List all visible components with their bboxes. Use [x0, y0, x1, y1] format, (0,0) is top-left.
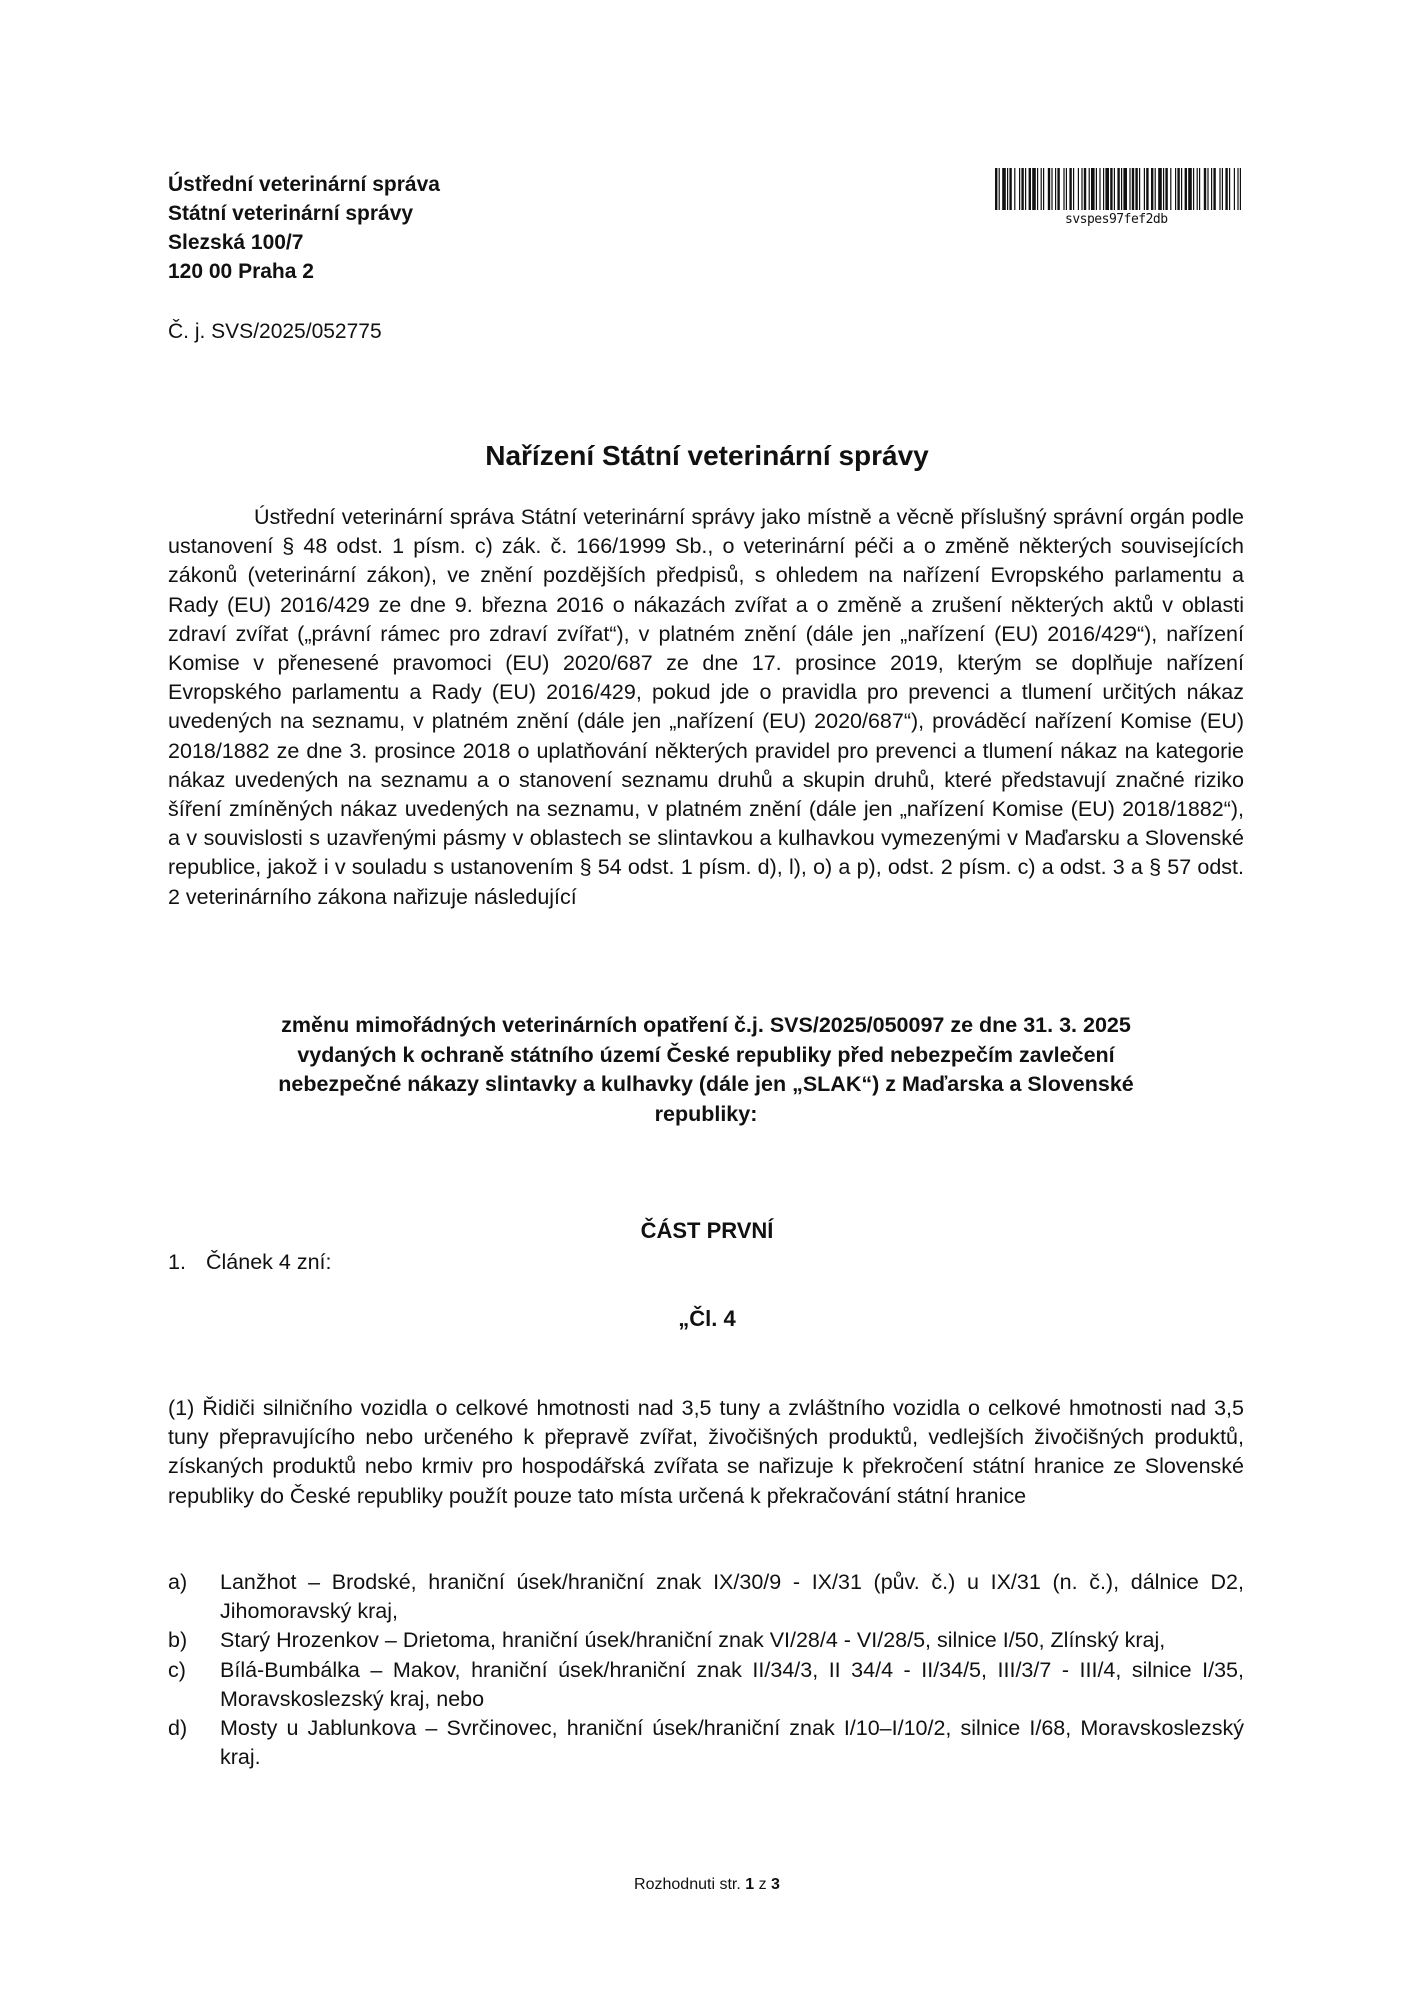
sender-line: Slezská 100/7: [168, 231, 304, 254]
measure-line: nebezpečné nákazy slintavky a kulhavky (dále jen „SLAK“) z Maďarska a Slovenské: [278, 1072, 1134, 1096]
footer-page-number: 1: [745, 1876, 755, 1893]
barcode-bar: [1121, 168, 1122, 210]
barcode-bar: [1105, 168, 1109, 210]
barcode-bar: [1014, 168, 1015, 210]
barcode-bar: [1099, 168, 1100, 210]
list-item: [168, 1714, 1244, 1772]
barcode-bar: [1057, 168, 1059, 210]
part-title: ČÁST PRVNÍ: [640, 1218, 774, 1243]
list-text: Starý Hrozenkov – Drietoma, hraniční úsek/hraniční znak VI/28/4 - VI/28/5, silnice I/50, Zlínský kraj,: [220, 1628, 1166, 1653]
barcode-bar: [1199, 168, 1200, 210]
barcode-bar: [1117, 168, 1119, 210]
barcode-bar: [1237, 168, 1238, 210]
barcode-bar: [1091, 168, 1095, 210]
list-marker: d): [168, 1716, 188, 1741]
barcode-bar: [1025, 168, 1026, 210]
barcode-bar: [1110, 168, 1112, 210]
list-marker: c): [168, 1657, 186, 1682]
intro-paragraph: [168, 503, 1244, 912]
barcode-bar: [1144, 168, 1145, 210]
barcode: [995, 168, 1241, 228]
barcode-bar: [1043, 168, 1044, 210]
barcode-bar: [1084, 168, 1086, 210]
barcode-bar: [1114, 168, 1115, 210]
barcode-bar: [1029, 168, 1031, 210]
barcode-bar: [1048, 168, 1050, 210]
amendment-text: Článek 4 zní:: [206, 1250, 332, 1274]
measure-line: vydaných k ochraně státního území České republiky před nebezpečím zavlečení: [297, 1042, 1115, 1067]
sender-line: Ústřední veterinární správa: [168, 173, 440, 196]
footer-label: Rozhodnuti str.: [634, 1876, 741, 1893]
barcode-bar: [1225, 168, 1227, 210]
barcode-bar: [1163, 168, 1164, 210]
footer-of: z: [758, 1876, 767, 1893]
barcode-bar: [1078, 168, 1079, 210]
measure-heading: [168, 1011, 1244, 1129]
barcode-bar: [1219, 168, 1220, 210]
barcode-bar: [1197, 168, 1198, 210]
barcode-bar: [1181, 168, 1182, 210]
barcode-bar: [1175, 168, 1176, 210]
barcode-bar: [1222, 168, 1223, 210]
barcode-bar: [1037, 168, 1038, 210]
barcode-bar: [1204, 168, 1206, 210]
barcode-bar: [1170, 168, 1171, 210]
barcode-bar: [1213, 168, 1215, 210]
barcode-bar: [1103, 168, 1104, 210]
barcode-bar: [1165, 168, 1167, 210]
barcode-bar: [1002, 168, 1006, 210]
barcode-text: svspes97fef2db: [1065, 212, 1168, 227]
barcode-bar: [1211, 168, 1212, 210]
barcode-bar: [1066, 168, 1067, 210]
document-title: Nařízení Státní veterinární správy: [485, 440, 929, 471]
barcode-bar: [1155, 168, 1156, 210]
barcode-bar: [1240, 168, 1241, 210]
measure-line: republiky:: [654, 1101, 758, 1126]
barcode-bar: [1188, 168, 1192, 210]
border-crossing-list: [168, 1568, 1244, 1772]
list-item: [168, 1626, 1244, 1655]
barcode-bar: [1132, 168, 1134, 210]
list-text: Mosty u Jablunkova – Svrčinovec, hraniční úsek/hraniční znak I/10–I/10/2, silnice I/68, Moravskoslezský kraj.: [220, 1716, 1244, 1770]
barcode-bar: [1151, 168, 1153, 210]
barcode-bar: [1146, 168, 1148, 210]
barcode-bar: [1073, 168, 1074, 210]
barcode-bar: [1123, 168, 1127, 210]
barcode-bar: [1139, 168, 1140, 210]
barcode-bar: [1193, 168, 1194, 210]
list-text: Lanžhot – Brodské, hraniční úsek/hraniční znak IX/30/9 - IX/31 (pův. č.) u IX/31 (n. č.), dálnice D2, Jihomoravský kraj,: [220, 1570, 1244, 1624]
barcode-bar: [1185, 168, 1187, 210]
sender-line: 120 00 Praha 2: [168, 260, 314, 283]
sender-line: Státní veterinární správy: [168, 202, 414, 225]
barcode-bar: [1234, 168, 1235, 210]
barcode-bar: [1051, 168, 1052, 210]
amendment-item: [168, 1250, 331, 1275]
intro-text: Ústřední veterinární správa Státní veterinární správy jako místně a věcně příslušný správní orgán podle ustanovení § 48 odst. 1 písm. c) zák. č. 166/1999 Sb., o veterinární péči a o změně některých souvisejících zákonů (veterinární zákon), ve znění pozdějších předpisů, s ohledem na nařízení Evropského parlamentu a Rady (EU) 2016/429 ze dne 9. března 2016 o nákazách zvířat a o změně a zrušení některých aktů v oblasti zdraví zvířat („právní rámec pro zdraví zvířat“), v platném znění (dále jen „nařízení (EU) 2016/429“), nařízení Komise v přenesené pravomoci (EU) 2020/687 ze dne 17. prosince 2019, kterým se doplňuje nařízení Evropského parlamentu a Rady (EU) 2016/429, pokud jde o pravidla pro prevenci a tlumení určitých nákaz uvedených na seznamu, v platném znění (dále jen „nařízení (EU) 2020/687“), prováděcí nařízení Komise (EU) 2018/1882 ze dne 3. prosince 2018 o uplatňování některých pravidel pro prevenci a tlumení nákaz na kategorie nákaz uvedených na seznamu a o stanovení seznamu druhů a skupin druhů, které představují značné riziko šíření zmíněných nákaz uvedených na seznamu, v platném znění (dále jen „nařízení Komise (EU) 2018/1882“), a v souvislosti s uzavřenými pásmy v oblastech se slintavkou a kulhavkou vymezenými v Maďarsku a Slovenské republice, jakož i v souladu s ustanovením § 54 odst. 1 písm. d), l), o) a p), odst. 2 písm. c) a odst. 3 a § 57 odst. 2 veterinárního zákona nařizuje následující: [168, 505, 1244, 909]
barcode-bar: [1009, 168, 1011, 210]
list-item: [168, 1568, 1244, 1626]
barcode-bar: [1021, 168, 1023, 210]
article-paragraph: (1) Řidiči silničního vozidla o celkové hmotnosti nad 3,5 tuny a zvláštního vozidla o celkové hmotnosti nad 3,5 tuny přepravujícího nebo určeného k přepravě zvířat, živočišných produktů, vedlejších živočišných produktů, získaných produktů nebo krmiv pro hospodářská zvířata se nařizuje k překročení státní hranice ze Slovenské republiky do České republiky použít pouze tato místa určená k překračování státní hranice: [168, 1396, 1244, 1508]
barcode-bar: [1055, 168, 1056, 210]
barcode-bar: [1081, 168, 1082, 210]
barcode-bar: [1089, 168, 1090, 210]
reference-number: Č. j. SVS/2025/052775: [168, 320, 382, 343]
barcode-bar: [1135, 168, 1137, 210]
barcode-bar: [1129, 168, 1130, 210]
list-text: Bílá-Bumbálka – Makov, hraniční úsek/hraniční znak II/34/3, II 34/4 - II/34/5, III/3/7 - III/4, silnice I/35, Moravskoslezský kraj, nebo: [220, 1657, 1244, 1711]
barcode-bar: [1019, 168, 1020, 210]
sender-address: [168, 170, 440, 286]
list-marker: b): [168, 1628, 188, 1653]
page-footer: [0, 1876, 1414, 1894]
barcode-bar: [999, 168, 1000, 210]
barcode-bar: [1007, 168, 1008, 210]
barcode-bars: [995, 168, 1241, 210]
measure-line: změnu mimořádných veterinárních opatření č.j. SVS/2025/050097 ze dne 31. 3. 2025: [281, 1013, 1131, 1037]
list-marker: a): [168, 1570, 188, 1594]
barcode-bar: [1229, 168, 1230, 210]
barcode-bar: [1041, 168, 1042, 210]
barcode-bar: [1158, 168, 1162, 210]
barcode-bar: [1063, 168, 1064, 210]
barcode-bar: [995, 168, 997, 210]
barcode-bar: [1032, 168, 1036, 210]
footer-page-total: 3: [771, 1876, 780, 1893]
article-heading: „Čl. 4: [678, 1306, 736, 1331]
barcode-bar: [1096, 168, 1097, 210]
barcode-bar: [1177, 168, 1179, 210]
barcode-bar: [1207, 168, 1208, 210]
amendment-number: 1.: [168, 1250, 186, 1274]
list-item: [168, 1656, 1244, 1714]
barcode-bar: [1069, 168, 1071, 210]
